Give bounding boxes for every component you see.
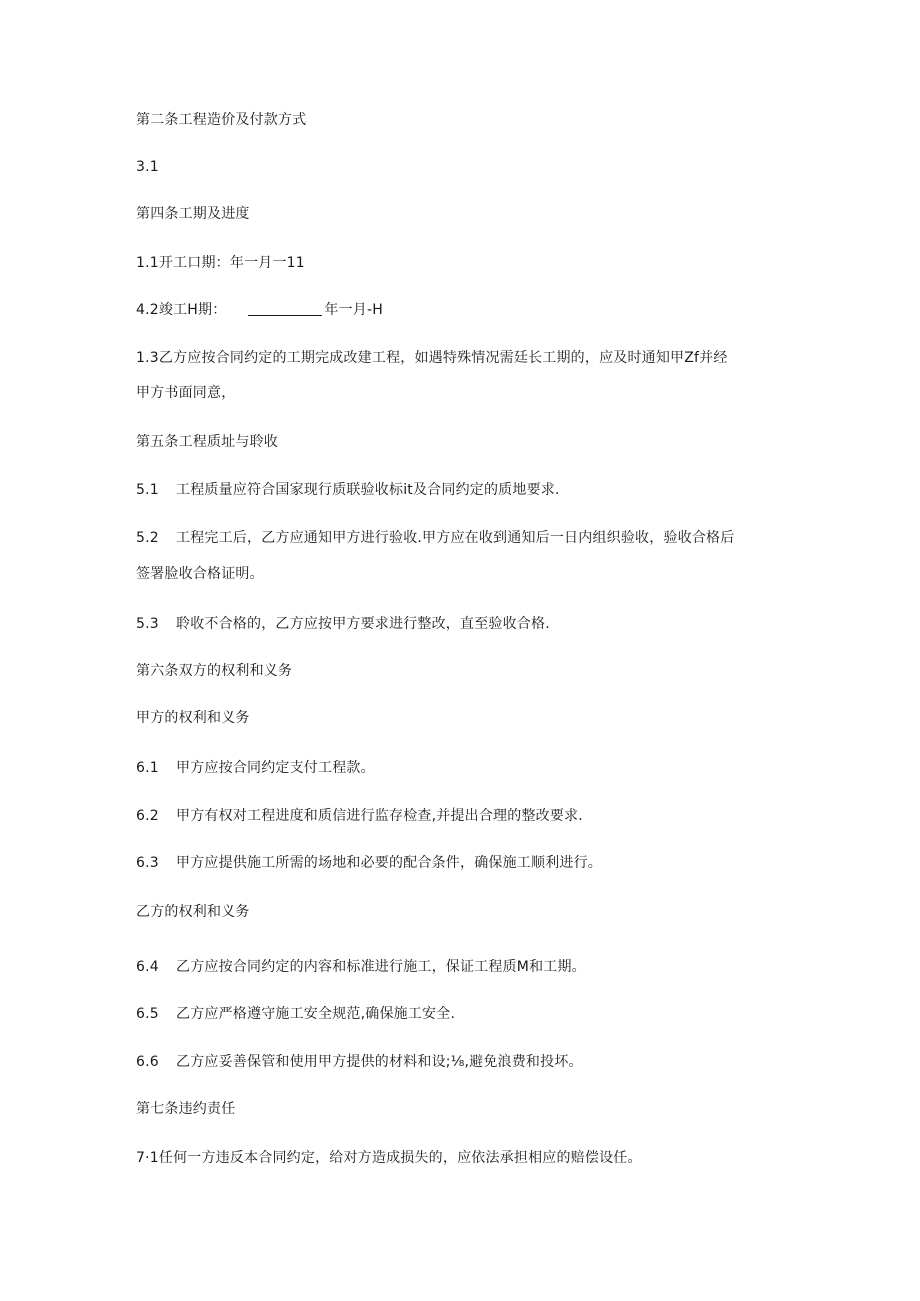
clause-3-1: 3.1 bbox=[136, 159, 159, 175]
clause-number: 6.4 bbox=[136, 959, 159, 975]
clause-5-2 bbox=[136, 528, 734, 548]
clause-6-2 bbox=[136, 806, 583, 826]
clause-6-4 bbox=[136, 957, 586, 977]
completion-date-label: 4.2竣工H期： bbox=[136, 302, 227, 318]
clause-text: 甲方应按合同约定支付工程款。 bbox=[176, 760, 375, 776]
clause-number: 6.5 bbox=[136, 1006, 159, 1022]
clause-number: 5.3 bbox=[136, 616, 159, 632]
clause-6-5 bbox=[136, 1004, 455, 1024]
clause-text: 工程质量应符合国家现行质联验收标it及合同约定的质地要求. bbox=[176, 482, 560, 498]
clause-6-3 bbox=[136, 853, 602, 873]
clause-5-2-continuation: 签署脸收合格证明。 bbox=[136, 566, 264, 582]
clause-number: 6.1 bbox=[136, 760, 159, 776]
clause-number: 6.2 bbox=[136, 808, 159, 824]
clause-5-1 bbox=[136, 480, 560, 500]
clause-7-1: 7·1任何一方违反本合同约定，给对方造成损失的，应依法承担相应的赔偿设任。 bbox=[136, 1150, 642, 1166]
clause-completion-date bbox=[136, 300, 383, 320]
clause-6-6 bbox=[136, 1052, 583, 1072]
clause-number: 6.6 bbox=[136, 1054, 159, 1070]
clause-number: 6.3 bbox=[136, 855, 159, 871]
article-7-heading: 第七条违约责任 bbox=[136, 1101, 236, 1117]
clause-text: 甲方应提供施工所需的场地和必要的配合条件，确保施工顺利进行。 bbox=[176, 855, 602, 871]
article-2-heading: 第二条工程造价及付款方式 bbox=[136, 112, 307, 128]
clause-number: 5.2 bbox=[136, 530, 159, 546]
clause-text: 乙方应严格遵守施工安全规范,确保施工安全. bbox=[176, 1006, 456, 1022]
party-b-subheading: 乙方的权利和义务 bbox=[136, 904, 250, 920]
clause-start-date: 1.1开工口期：年一月一11 bbox=[136, 255, 305, 271]
clause-number: 5.1 bbox=[136, 482, 159, 498]
clause-6-1 bbox=[136, 758, 375, 778]
article-6-heading: 第六条双方的权利和义务 bbox=[136, 663, 293, 679]
clause-text: 甲方有权对工程进度和质信进行监存检查,并提出合理的整改要求. bbox=[176, 808, 583, 824]
completion-date-suffix: 年一月-H bbox=[324, 302, 383, 318]
clause-schedule-extension-line-2: 甲方书面同意， bbox=[136, 385, 236, 401]
clause-5-3 bbox=[136, 614, 550, 634]
completion-date-blank bbox=[248, 301, 322, 316]
clause-schedule-extension-line-1: 1.3乙方应按合同约定的工期完成改建工程，如遇特殊情况需廷长工期的，应及时通知甲Zf并经 bbox=[136, 350, 728, 366]
party-a-subheading: 甲方的权利和义务 bbox=[136, 710, 250, 726]
clause-text: 工程完工后，乙方应通知甲方进行验收.甲方应在收到通知后一日内组织验收，验收合格后 bbox=[176, 530, 735, 546]
clause-text: 聆收不合格的，乙方应按甲方要求进行整改，直至验收合格. bbox=[176, 616, 550, 632]
clause-text: 乙方应按合同约定的内容和标准进行施工，保证工程质M和工期。 bbox=[176, 959, 586, 975]
clause-text: 乙方应妥善保管和使用甲方提供的材料和设;⅛,避免浪费和投坏。 bbox=[176, 1054, 583, 1070]
article-4-heading: 第四条工期及进度 bbox=[136, 206, 250, 222]
article-5-heading: 第五条工程质址与聆收 bbox=[136, 434, 278, 450]
